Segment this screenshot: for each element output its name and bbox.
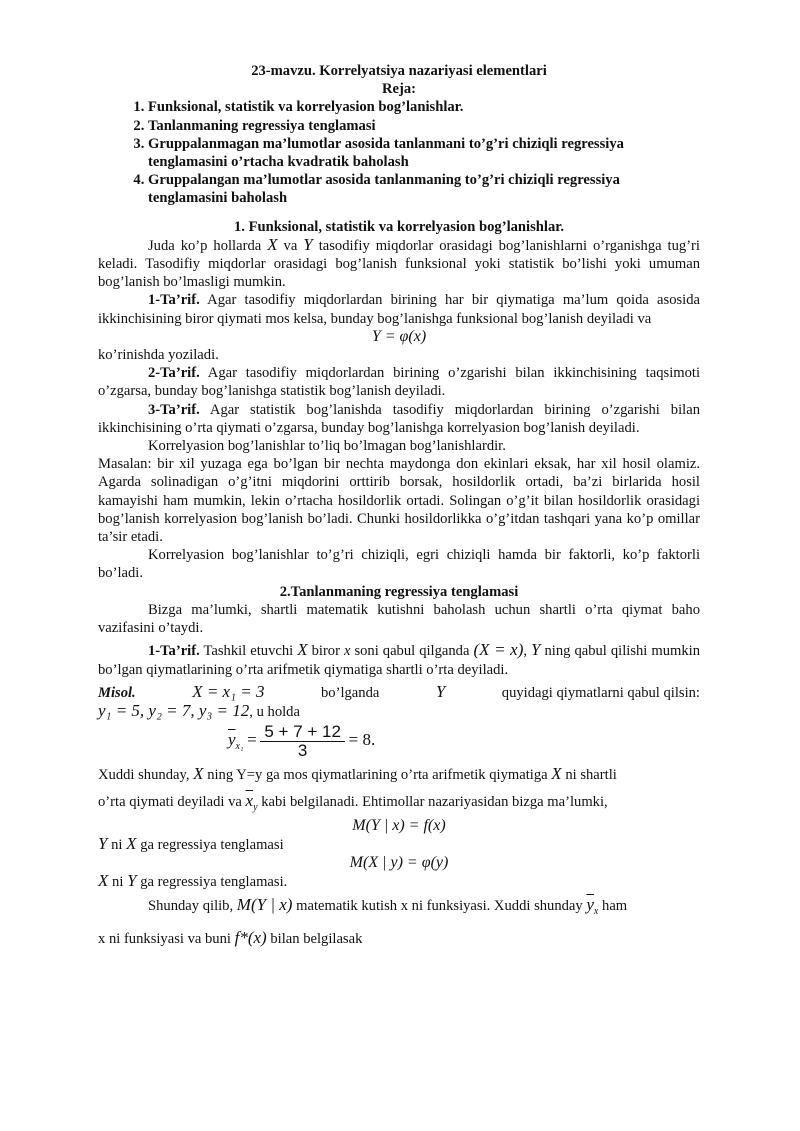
plan-heading: Reja: bbox=[381, 81, 417, 98]
mean-denominator: 3 bbox=[297, 741, 308, 761]
plan-list bbox=[98, 98, 700, 207]
example-paragraph: Masalan: bir xil yuzaga ega bo’lgan bir nechta maydonga don ekinlari eksak, har xil hosil olamiz. Agarda solinadigan o’g’itni miqdorini orttirib borsak, hosildorlik ortadi, ba’zi birlarida hosil kamayishi ham mumkin, lekin o’rtacha hosildorlik ortadi. Solingan o’g’it bilan hosildorlik orasidagi bog’lanish korrelyasion bog’lanish bo’ladi. Chunki hosildorlikka o’g’itdan tashqari yana ko’p omillar ta’sir etadi. bbox=[98, 456, 700, 546]
example-values: y₁ = 5, y₂ = 7, y₃ = 12 bbox=[98, 700, 250, 720]
definition-2: 2-Ta’rif. Agar tasodifiy miqdorlardan birining o’zgarishi bilan ikkinchisining taqsimoti o’zgarsa, bunday bog’lanishga statistik bog’lanish deyiladi. bbox=[98, 365, 701, 400]
document-page bbox=[98, 62, 700, 948]
document-title: 23-mavzu. Korrelyatsiya nazariyasi elementlari bbox=[251, 63, 547, 79]
similar-line: Xuddi shunday, X ning Y=y ga mos qiymatlarining o’rta arifmetik qiymatiga X ni shartli bbox=[98, 763, 617, 783]
example-condition: X = x₁ = 3 bbox=[192, 681, 265, 701]
similar-line-2: o’rta qiymati deyiladi va $\overline{x}_y$ kabi belgilanadi. Ehtimollar nazariyasidan bizga ma’lumki, bbox=[98, 790, 608, 813]
incomplete-relations: Korrelyasion bog’lanishlar to’liq bo’lmagan bog’lanishlardir. bbox=[148, 438, 506, 455]
symbol-X: X bbox=[267, 234, 278, 254]
plan-item: 2. Tanlanmaning regressiya tenglamasi bbox=[148, 117, 700, 135]
plan-item: 4. Gruppalangan ma’lumotlar asosida tanlanmaning to’g’ri chiziqli regressiya tenglamasini baholash bbox=[148, 171, 700, 207]
final-paragraph-2: x ni funksiyasi va buni f*(x) bilan belgilasak bbox=[98, 927, 363, 947]
definition-3: 3-Ta’rif. Agar statistik bog’lanishda tasodifiy miqdorlardan birining o’zgarishi bilan ikkinchisining o’rta qiymati o’zgarsa, bunday bog’lanishga korrelyasion bog’lanish deyiladi. bbox=[98, 401, 700, 436]
definition-1: 1-Ta’rif. Agar tasodifiy miqdorlardan birining har bir qiymatiga ma’lum qoida asosida ikkinchisining biror qiymati mos kelsa, bunday bog’lanishga funksional bog’lanish deyiladi va bbox=[98, 292, 700, 327]
mean-numerator: 5 + 7 + 12 bbox=[260, 723, 345, 742]
example-row: Misol. X = x₁ = 3 bo’lganda Y quyidagi qiymatlarni qabul qilsin: bbox=[98, 681, 700, 701]
relation-types: Korrelyasion bog’lanishlar to’g’ri chiziqli, egri chiziqli hamda bir faktorli, ko’p faktorli bo’ladi. bbox=[98, 547, 700, 582]
condition-formula: (X = x) bbox=[473, 640, 524, 660]
plan-item: 3. Gruppalanmagan ma’lumotlar asosida tanlanmani to’g’ri chiziqli regressiya tenglamasini o’rtacha kvadratik baholash bbox=[148, 135, 700, 171]
section1-intro: Juda ko’p hollarda X va Y tasodifiy miqdorlar orasidagi bog’lanishlarni o’rganishga tug’ri keladi. Tasodifiy miqdorlar orasidagi bog’lanish funksional yoki statistik bo’lishi yoki umuman bog’lanish bo’lmasligi mumkin. bbox=[98, 234, 700, 291]
regression-formula-1: M(Y | x) = f(x) bbox=[352, 816, 446, 834]
conditional-mean-definition: 1-Ta’rif. Tashkil etuvchi X biror x soni qabul qilganda (X = x), Y ning qabul qilishi mumkin bo’lgan qiymatlarining o’rta arifmetik qiymatiga shartli o’rta deyiladi. bbox=[98, 640, 700, 678]
regression-text-2: X ni Y ga regressiya tenglamasi. bbox=[98, 871, 288, 891]
mean-result: = 8. bbox=[348, 730, 376, 750]
symbol-Y: Y bbox=[303, 234, 313, 254]
example-values-line: y₁ = 5, y₂ = 7, y₃ = 12, u holda bbox=[98, 700, 300, 720]
plan-item: 1. Funksional, statistik va korrelyasion bog’lanishlar. bbox=[148, 98, 700, 116]
section1-heading: 1. Funksional, statistik va korrelyasion bog’lanishlar. bbox=[233, 218, 565, 235]
definition-1-after: ko’rinishda yoziladi. bbox=[98, 347, 219, 364]
section2-heading: 2.Tanlanmaning regressiya tenglamasi bbox=[279, 583, 519, 600]
section2-intro: Bizga ma’lumki, shartli matematik kutishni baholash uchun shartli o’rta qiymat baho vazifasini o’taydi. bbox=[98, 601, 700, 637]
functional-formula: Y = φ(x) bbox=[371, 327, 427, 345]
final-paragraph: Shunday qilib, M(Y | x) matematik kutish x ni funksiyasi. Xuddi shunday $\overline{y}_x$ ham bbox=[148, 894, 628, 917]
mean-formula: $\overline{y}_{x_1}$ = $\frac{5 + 7 + 12}{3}$ = 8. bbox=[228, 722, 376, 761]
regression-text-1: Y ni X ga regressiya tenglamasi bbox=[98, 834, 284, 854]
regression-formula-2: M(X | y) = φ(y) bbox=[349, 854, 449, 872]
